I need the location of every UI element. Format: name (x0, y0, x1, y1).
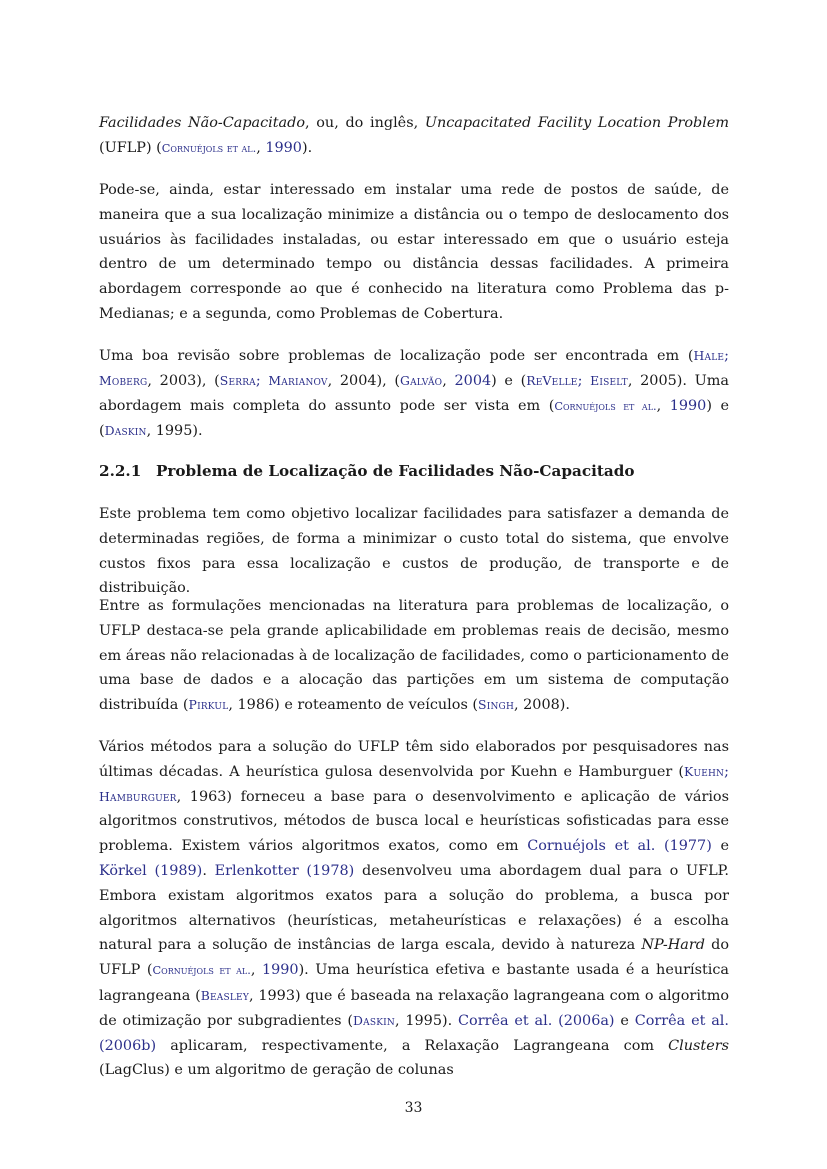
citation-link[interactable]: Daskin (353, 1012, 395, 1028)
citation-link[interactable]: Corrêa et al. (2006a) (458, 1012, 615, 1029)
citation-year-link[interactable]: 2004 (454, 372, 492, 389)
citation-year-link[interactable]: 1990 (669, 397, 707, 414)
paragraph-4-text: Este problema tem como objetivo localizar facilidades para satisfazer a demanda de determinadas regiões, de forma a minimizar o custo total do sistema, que envolve custos fixos para essa localização e custos de produção, de transporte e de distribuição. (99, 506, 729, 597)
paragraph-4 (99, 502, 729, 601)
paragraph-2-text: Pode-se, ainda, estar interessado em instalar uma rede de postos de saúde, de maneira que a sua localização minimize a distância ou o tempo de deslocamento dos usuários às facilidades instaladas, ou estar interessado em que o usuário esteja dentro de um determinado tempo ou distância dessas facilidades. A primeira abordagem corresponde ao que é conhecido na literatura como Problema das p-Medianas; e a segunda, como Problemas de Cobertura. (99, 182, 729, 322)
citation-link[interactable]: Hamburguer (99, 788, 177, 804)
citation-link[interactable]: Serra (219, 372, 256, 388)
section-title (99, 460, 729, 482)
italic-term: Uncapacitated Facility Location Problem (424, 115, 729, 131)
citation-link[interactable]: Eiselt (590, 372, 628, 388)
paragraph-3-text: Uma boa revisão sobre problemas de localização pode ser encontrada em (Hale; Moberg, 2003), (Serra; Marianov, 2004), (Galvão, 2004) e (ReVelle; Eiselt, 2005). Uma abordagem mais completa do assunto pode ser vista em (Cornuéjols et al., 1990) e (Daskin, 1995). (99, 348, 729, 440)
citation-link[interactable]: Galvão (399, 372, 443, 388)
citation-year-link[interactable]: 1990 (265, 139, 302, 156)
page-number: 33 (404, 1100, 423, 1116)
citation-year-link[interactable]: 1990 (261, 962, 299, 979)
citation-link[interactable]: Marianov (268, 372, 328, 388)
paragraph-3 (99, 344, 729, 444)
citation-link[interactable]: Moberg (99, 372, 148, 388)
section-title-text: Problema de Localização de Facilidades Não-Capacitado (156, 462, 635, 480)
citation-link[interactable]: Singh (478, 697, 514, 713)
citation-link[interactable]: Erlenkotter (1978) (214, 862, 355, 879)
paragraph-5 (99, 594, 729, 718)
paragraph-1-text: Facilidades Não-Capacitado, ou, do inglês, Uncapacitated Facility Location Problem (UFLP) (Cornuéjols et al., 1990). (99, 115, 729, 156)
citation-link[interactable]: Cornuéjols et al. (1977) (527, 838, 712, 855)
citation-link[interactable]: Kuehn (684, 763, 725, 779)
citation-link[interactable]: Cornuéjols et al. (554, 399, 657, 413)
citation-link[interactable]: Beasley (200, 987, 249, 1003)
citation-link[interactable]: Körkel (1989) (99, 862, 203, 879)
section-number: 2.2.1 (99, 462, 142, 480)
paragraph-2 (99, 178, 729, 327)
paragraph-6 (99, 735, 729, 1083)
citation-link[interactable]: Cornuéjols et al. (161, 141, 257, 155)
citation-link[interactable]: Pirkul (188, 697, 229, 713)
paragraph-5-text: Entre as formulações mencionadas na literatura para problemas de localização, o UFLP destaca-se pela grande aplicabilidade em problemas reais de decisão, mesmo em áreas não relacionadas à de localização de facilidades, como o particionamento de uma base de dados e a alocação das partições em um sistema de computação distribuída (Pirkul, 1986) e roteamento de veículos (Singh, 2008). (99, 598, 729, 714)
citation-link[interactable]: Daskin (104, 423, 147, 439)
citation-link[interactable]: Corrêa et al. (2006b) (99, 1012, 729, 1054)
paragraph-1 (99, 111, 729, 162)
citation-link[interactable]: Cornuéjols et al. (152, 964, 251, 978)
italic-term: Clusters (668, 1037, 729, 1054)
citation-link[interactable]: ReVelle (526, 372, 578, 388)
citation-link[interactable]: Hale (693, 348, 725, 363)
italic-term: NP-Hard (641, 937, 705, 954)
section-heading (99, 460, 729, 482)
paragraph-6-text: Vários métodos para a solução do UFLP têm sido elaborados por pesquisadores nas últimas décadas. A heurística gulosa desenvolvida por Kuehn e Hamburguer (Kuehn; Hamburguer, 1963) forneceu a base para o desenvolvimento e aplicação de vários algoritmos construtivos, métodos de busca local e heurísticas sofisticadas para esse problema. Existem vários algoritmos exatos, como em Cornuéjols et al. (1977) e Körkel (1989). Erlenkotter (1978) desenvolveu uma abordagem dual para o UFLP. Embora existam algoritmos exatos para a solução do problema, a busca por algoritmos alternativos (heurísticas, metaheurísticas e relaxações) é a escolha natural para a solução de instâncias de larga escala, devido à natureza NP-Hard do UFLP (Cornuéjols et al., 1990). Uma heurística efetiva e bastante usada é a heurística lagrangeana (Beasley, 1993) que é baseada na relaxação lagrangeana com o algoritmo de otimização por subgradientes (Daskin, 1995). Corrêa et al. (2006a) e Corrêa et al. (2006b) aplicaram, respectivamente, a Relaxação Lagrangeana com Clusters (LagClus) e um algoritmo de geração de colunas (99, 739, 730, 1079)
italic-term: Facilidades Não-Capacitado (99, 115, 306, 131)
